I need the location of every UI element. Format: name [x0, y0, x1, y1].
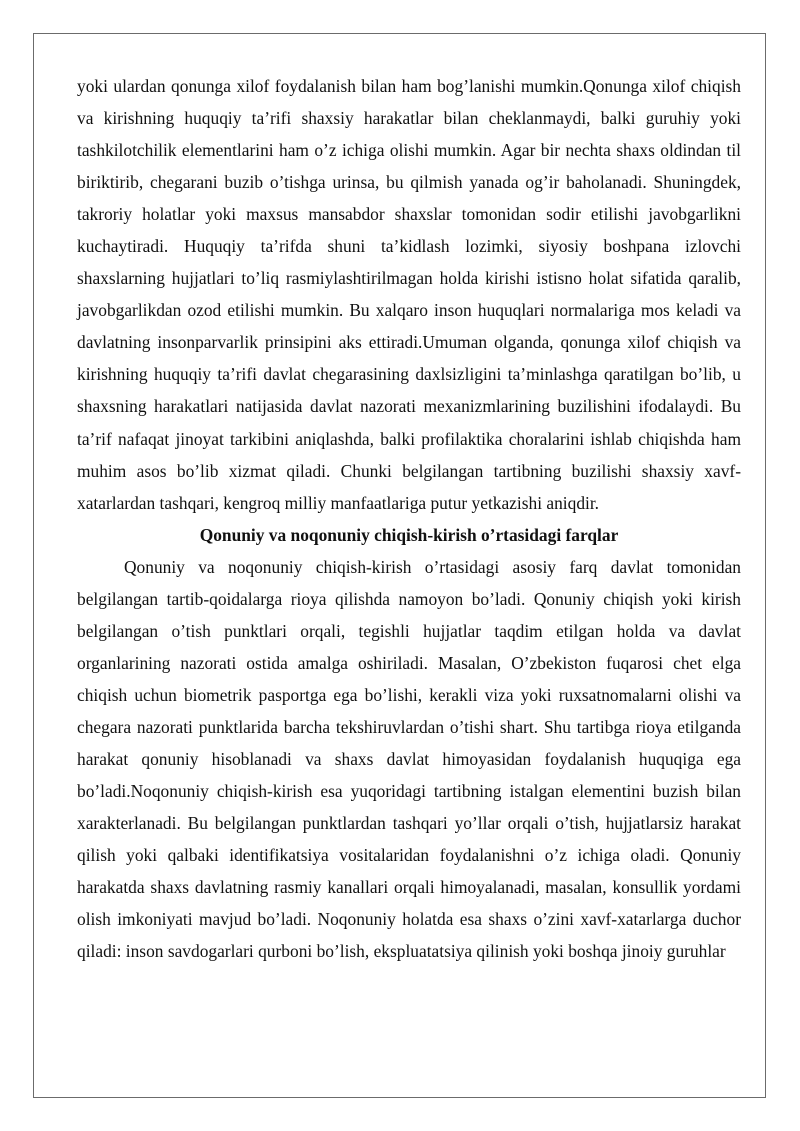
section-heading: Qonuniy va noqonuniy chiqish-kirish o’rtasidagi farqlar: [199, 524, 619, 545]
body-paragraph-1: yoki ulardan qonunga xilof foydalanish bilan ham bog’lanishi mumkin.Qonunga xilof chiqish va kirishning huquqiy ta’rifi shaxsiy harakatlar bilan cheklanmaydi, balki guruhiy yoki tashkilotchilik elementlarini ham o’z ichiga olishi mumkin. Agar bir nechta shaxs oldindan til biriktirib, chegarani buzib o’tishga urinsa, bu qilmish yanada og’ir baholanadi. Shuningdek, takroriy holatlar yoki maxsus mansabdor shaxslar tomonidan sodir etilishi javobgarlikni kuchaytiradi. Huquqiy ta’rifda shuni ta’kidlash lozimki, siyosiy boshpana izlovchi shaxslarning hujjatlari to’liq rasmiylashtirilmagan holda kirishi istisno holat sifatida qaralib, javobgarlikdan ozod etilishi mumkin. Bu xalqaro inson huquqlari normalariga mos keladi va davlatning insonparvarlik prinsipini aks ettiradi.Umuman olganda, qonunga xilof chiqish va kirishning huquqiy ta’rifi davlat chegarasining daxlsizligini ta’minlashga qaratilgan bo’lib, u shaxsning harakatlari natijasida davlat nazorati mexanizmlarining buzilishini ifodalaydi. Bu ta’rif nafaqat jinoyat tarkibini aniqlashda, balki profilaktika choralarini ishlab chiqishda ham muhim asos bo’lib xizmat qiladi. Chunki belgilangan tartibning buzilishi shaxsiy xavf-xatarlardan tashqari, kengroq milliy manfaatlariga putur yetkazishi aniqdir.: [77, 76, 741, 513]
body-paragraph-2: Qonuniy va noqonuniy chiqish-kirish o’rtasidagi asosiy farq davlat tomonidan belgilangan tartib-qoidalarga rioya qilishda namoyon bo’ladi. Qonuniy chiqish yoki kirish belgilangan o’tish punktlari orqali, tegishli hujjatlar taqdim etilgan holda va davlat organlarining nazorati ostida amalga oshiriladi. Masalan, O’zbekiston fuqarosi chet elga chiqish uchun biometrik pasportga ega bo’lishi, kerakli viza yoki ruxsatnomalarni olishi va chegara nazorati punktlarida barcha tekshiruvlardan o’tishi shart. Shu tartibga rioya etilganda harakat qonuniy hisoblanadi va shaxs davlat himoyasidan foydalanish huquqiga ega bo’ladi.Noqonuniy chiqish-kirish esa yuqoridagi tartibning istalgan elementini buzish bilan xarakterlanadi. Bu belgilangan punktlardan tashqari yo’llar orqali o’tish, hujjatlarsiz harakat qilish yoki qalbaki identifikatsiya vositalaridan foydalanishni o’z ichiga oladi. Qonuniy harakatda shaxs davlatning rasmiy kanallari orqali himoyalanadi, masalan, konsullik yordami olish imkoniyati mavjud bo’ladi. Noqonuniy holatda esa shaxs o’zini xavf-xatarlarga duchor qiladi: inson savdogarlari qurboni bo’lish, ekspluatatsiya qilinish yoki boshqa jinoiy guruhlar: [77, 556, 741, 962]
document-body: [77, 70, 741, 967]
